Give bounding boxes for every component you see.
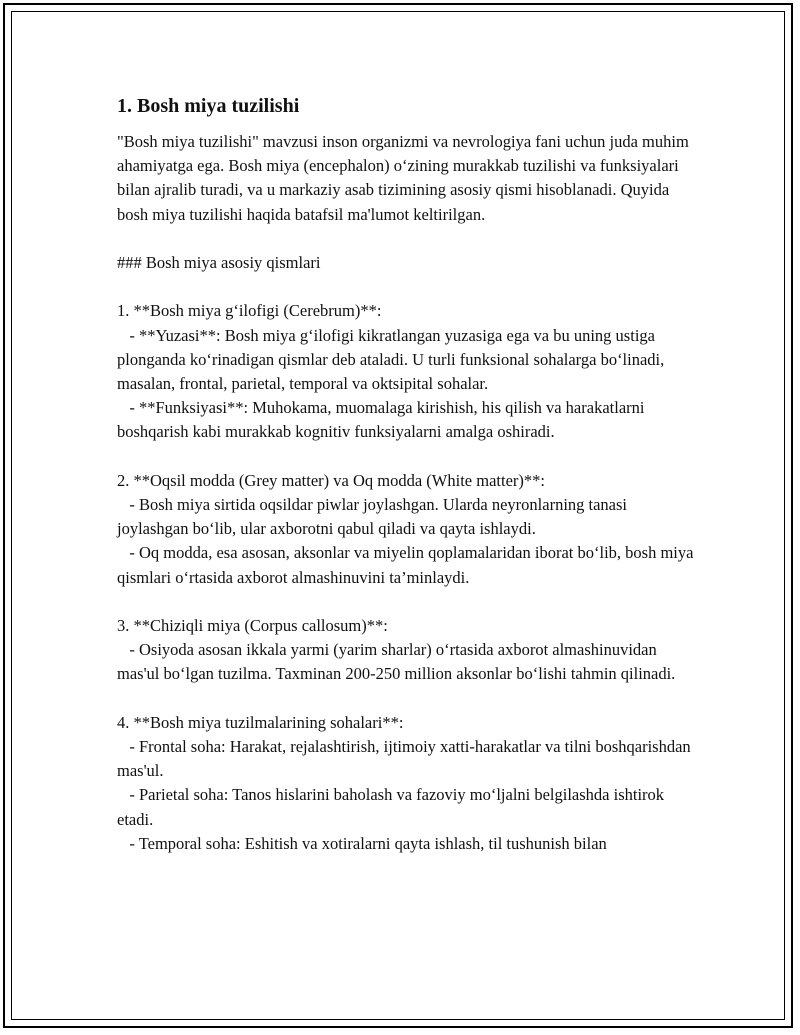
spacer [117,227,697,251]
document-body [117,92,697,856]
item-point: - Osiyoda asosan ikkala yarmi (yarim sharlar) o‘rtasida axborot almashinuvidan mas'ul bo‘lgan tuzilma. Taxminan 200-250 million aksonlar bo‘lishi tahmin qilinadi. [117,640,676,684]
section-heading: ### Bosh miya asosiy qismlari [117,253,321,272]
spacer [117,445,697,469]
item-point: - Parietal soha: Tanos hislarini baholash va fazoviy mo‘ljalni belgilashda ishtirok etadi. [117,785,669,829]
item-point: - Oq modda, esa asosan, aksonlar va miyelin qoplamalaridan iborat bo‘lib, bosh miya qismlari o‘rtasida axborot almashinuvini ta’minlaydi. [117,543,698,587]
item-point: - Temporal soha: Eshitish va xotiralarni qayta ishlash, til tushunish bilan [117,833,607,853]
document-title: 1. Bosh miya tuzilishi [117,95,300,117]
item-point: - Bosh miya sirtida oqsildar piwlar joylashgan. Ularda neyronlarning tanasi joylashgan bo‘lib, ular axborotni qabul qiladi va qayta ishlaydi. [117,495,632,539]
item-heading: 2. **Oqsil modda (Grey matter) va Oq modda (White matter)**: [117,470,545,490]
item-heading: 4. **Bosh miya tuzilmalarining sohalari**: [117,712,404,732]
item-point: - Frontal soha: Harakat, rejalashtirish, ijtimoiy xatti-harakatlar va tilni boshqarishdan mas'ul. [117,737,695,781]
spacer [117,590,697,614]
item-heading: 3. **Chiziqli miya (Corpus callosum)**: [117,616,388,635]
spacer [117,687,697,711]
spacer [117,275,697,299]
intro-paragraph: "Bosh miya tuzilishi" mavzusi inson organizmi va nevrologiya fani uchun juda muhim ahamiyatga ega. Bosh miya (encephalon) o‘zining murakkab tuzilishi va funksiyalari bilan ajralib turadi, va u markaziy asab tizimining asosiy qismi hisoblanadi. Quyida bosh miya tuzilishi haqida batafsil ma'lumot keltirilgan. [117,132,693,224]
item-point: - **Yuzasi**: Bosh miya g‘ilofigi kikratlangan yuzasiga ega va bu uning ustiga plonganda ko‘rinadigan qismlar deb ataladi. U turli funksional sohalarga bo‘linadi, masalan, frontal, parietal, temporal va oktsipital sohalar. [117,325,669,393]
item-point: - **Funksiyasi**: Muhokama, muomalaga kirishish, his qilish va harakatlarni boshqarish kabi murakkab kognitiv funksiyalarni amalga oshiradi. [117,398,649,442]
item-heading: 1. **Bosh miya g‘ilofigi (Cerebrum)**: [117,301,382,321]
